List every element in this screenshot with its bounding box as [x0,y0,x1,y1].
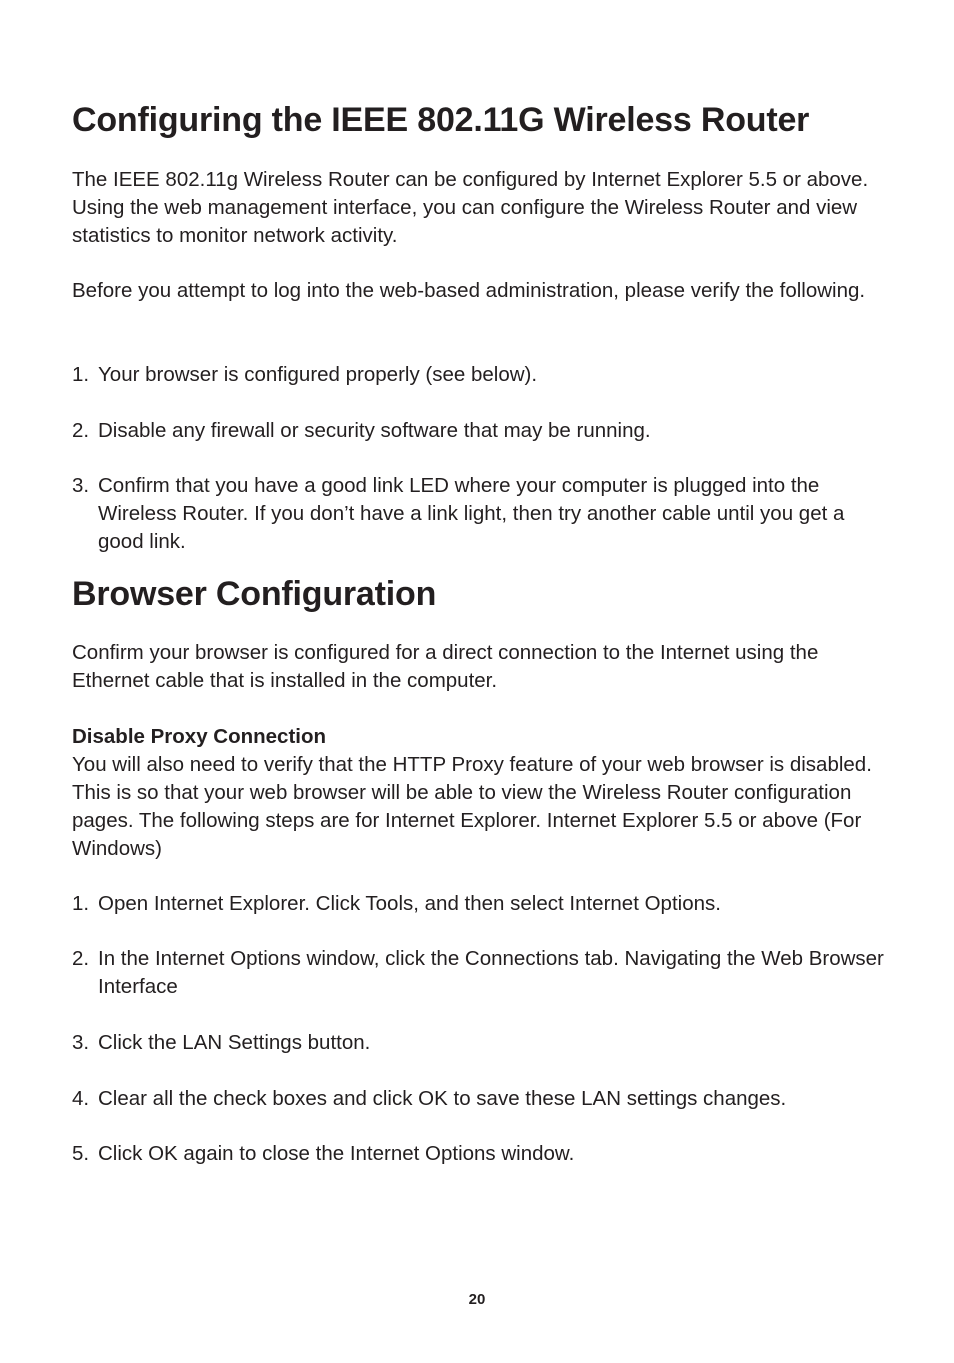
list-item-text: Clear all the check boxes and click OK to save these LAN settings changes. [98,1087,787,1110]
list-item-number: 5. [72,1142,90,1165]
proxy-paragraph: You will also need to verify that the HTTP Proxy feature of your web browser is disabled. This is so that your web browser will be able to view the Wireless Router configuration pages. The following steps are for Internet Explorer. Internet Explorer 5.5 or above (For Windows) [72,753,872,860]
list-item [72,417,887,445]
list-item-number: 2. [72,419,90,442]
list-item [72,361,887,389]
prerequisite-paragraph: Before you attempt to log into the web-based administration, please verify the following. [72,279,866,302]
list-item-text: Confirm that you have a good link LED where your computer is plugged into the Wireless Router. If you don’t have a link light, then try another cable until you get a good link. [98,474,845,553]
list-item-text: Disable any firewall or security software that may be running. [98,419,651,442]
list-item [72,1140,887,1168]
list-item-number: 4. [72,1087,90,1110]
list-item-text: Click OK again to close the Internet Options window. [98,1142,575,1165]
list-item-number: 1. [72,892,90,915]
list-item-number: 1. [72,363,90,386]
intro-paragraph: The IEEE 802.11g Wireless Router can be configured by Internet Explorer 5.5 or above. Using the web management interface, you can configure the Wireless Router and view statistics to monitor network activity. [72,168,869,247]
list-item [72,1085,887,1113]
list-item [72,890,887,918]
section-title-browser-configuration: Browser Configuration [72,575,437,613]
section-title-configuring-router: Configuring the IEEE 802.11G Wireless Router [72,101,810,139]
list-item-text: Your browser is configured properly (see below). [98,363,538,386]
list-item [72,1029,887,1057]
list-item-text: Open Internet Explorer. Click Tools, and then select Internet Options. [98,892,721,915]
list-item-text: Click the LAN Settings button. [98,1031,371,1054]
list-item [72,945,887,1001]
list-item-number: 3. [72,474,90,497]
list-item-text: In the Internet Options window, click the Connections tab. Navigating the Web Browser Interface [98,947,884,998]
list-item-number: 3. [72,1031,90,1054]
page-number: 20 [468,1291,486,1308]
list-item-number: 2. [72,947,90,970]
browser-config-paragraph: Confirm your browser is configured for a direct connection to the Internet using the Ethernet cable that is installed in the computer. [72,641,819,692]
list-item [72,472,887,556]
subheading-disable-proxy: Disable Proxy Connection [72,725,327,748]
